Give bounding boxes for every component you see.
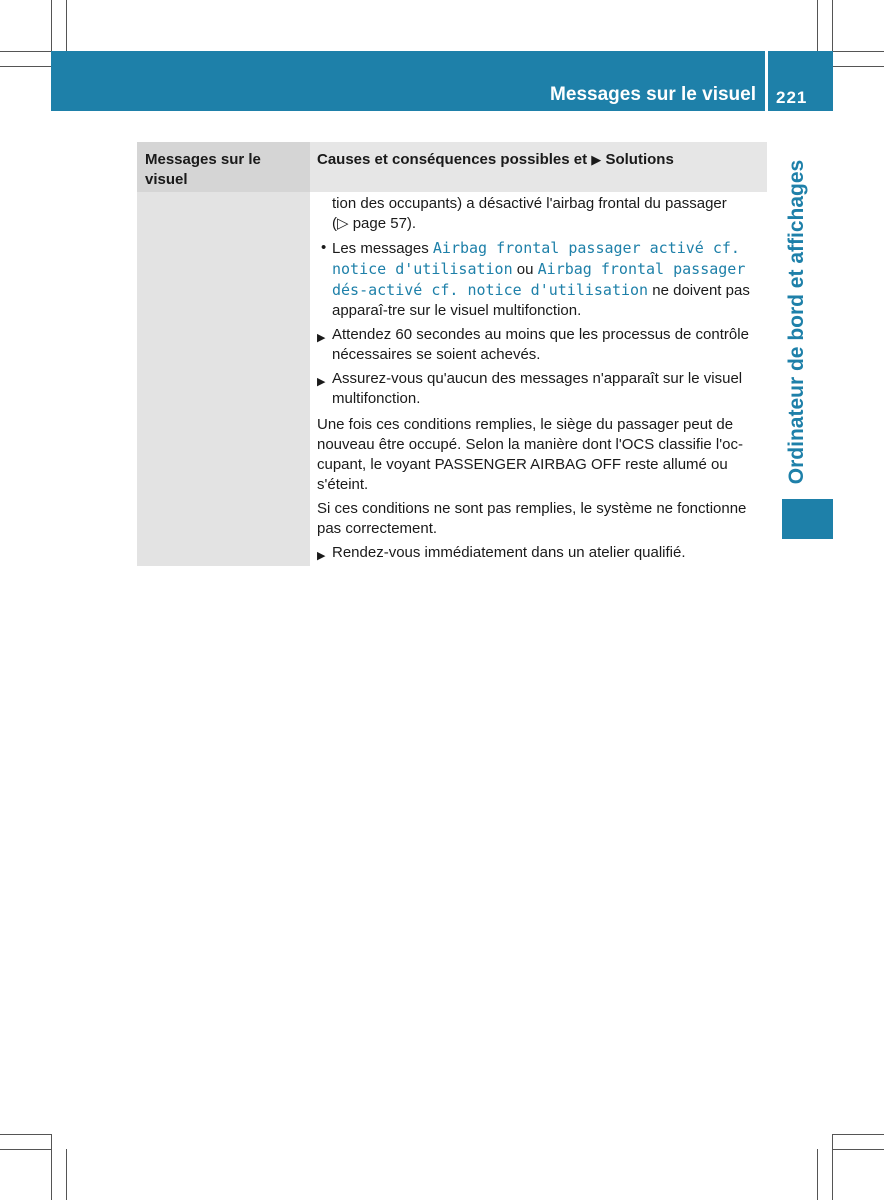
- crop-mark: [0, 66, 51, 67]
- crop-mark: [833, 1149, 884, 1150]
- header-divider: [765, 51, 768, 111]
- action-step-text: Assurez-vous qu'aucun des messages n'apparaît sur le visuel multifonction.: [332, 370, 743, 407]
- crop-mark: [817, 0, 818, 51]
- column-header-causes-text: Causes et conséquences possibles et: [317, 151, 588, 168]
- column-header-causes: [317, 150, 674, 170]
- chapter-tab-label: Ordinateur de bord et affichages: [785, 159, 808, 485]
- crop-mark: [832, 0, 833, 51]
- column-header-messages: Messages sur le visuel: [145, 151, 261, 188]
- table-cell-content: [317, 194, 762, 567]
- bullet-connector: ou: [512, 261, 538, 278]
- display-message-activated: Airbag frontal passager activé cf. notice d'utilisation: [332, 239, 740, 278]
- crop-mark: [51, 1134, 52, 1200]
- paragraph: Si ces conditions ne sont pas remplies, le système ne fonctionne pas correctement.: [317, 500, 747, 537]
- display-message-deactivated: Airbag frontal passager dés-activé cf. notice d'utilisation: [332, 260, 746, 299]
- bullet-item: [317, 238, 762, 321]
- crop-mark: [0, 1149, 51, 1150]
- action-step-text: Attendez 60 secondes au moins que les processus de contrôle nécessaires se soient achevés.: [332, 326, 749, 363]
- crop-mark: [817, 1149, 818, 1200]
- section-title: Messages sur le visuel: [550, 84, 756, 105]
- crop-mark: [0, 1134, 51, 1135]
- bullet-prefix: Les messages: [332, 240, 433, 257]
- crop-mark: [66, 0, 67, 51]
- crop-mark: [0, 51, 51, 52]
- table-column-messages: [137, 142, 310, 566]
- page-reference-icon: ▷: [337, 215, 349, 232]
- paren-open: (: [332, 215, 337, 232]
- crop-mark: [832, 1134, 833, 1200]
- play-arrow-icon: ▶: [317, 376, 326, 388]
- action-step: [317, 543, 762, 563]
- page-number: 221: [776, 88, 808, 107]
- crop-mark: [51, 0, 52, 51]
- play-arrow-icon: ▶: [317, 550, 326, 562]
- crop-mark: [833, 1134, 884, 1135]
- bullet-suffix: ne doivent pas apparaî-tre sur le visuel multifonction.: [332, 282, 750, 319]
- crop-mark: [833, 66, 884, 67]
- text-line: [317, 194, 762, 234]
- action-step: [317, 369, 762, 409]
- chapter-tab-block: [782, 499, 833, 539]
- play-arrow-icon: ▶: [591, 152, 602, 167]
- action-step-text: Rendez-vous immédiatement dans un atelier qualifié.: [332, 544, 686, 561]
- page-reference-text: page 57).: [348, 215, 417, 232]
- crop-mark: [833, 51, 884, 52]
- crop-mark: [66, 1149, 67, 1200]
- action-step: [317, 325, 762, 365]
- play-arrow-icon: ▶: [317, 332, 326, 344]
- column-header-solutions-text: Solutions: [605, 151, 674, 168]
- text-continuation: tion des occupants) a désactivé l'airbag frontal du passager: [332, 195, 727, 212]
- paragraph: Une fois ces conditions remplies, le siège du passager peut de nouveau être occupé. Selon la manière dont l'OCS classifie l'oc-cupant, le voyant PASSENGER AIRBAG OFF reste allumé ou s'éteint.: [317, 416, 743, 493]
- bullet-dot-icon: •: [321, 239, 327, 256]
